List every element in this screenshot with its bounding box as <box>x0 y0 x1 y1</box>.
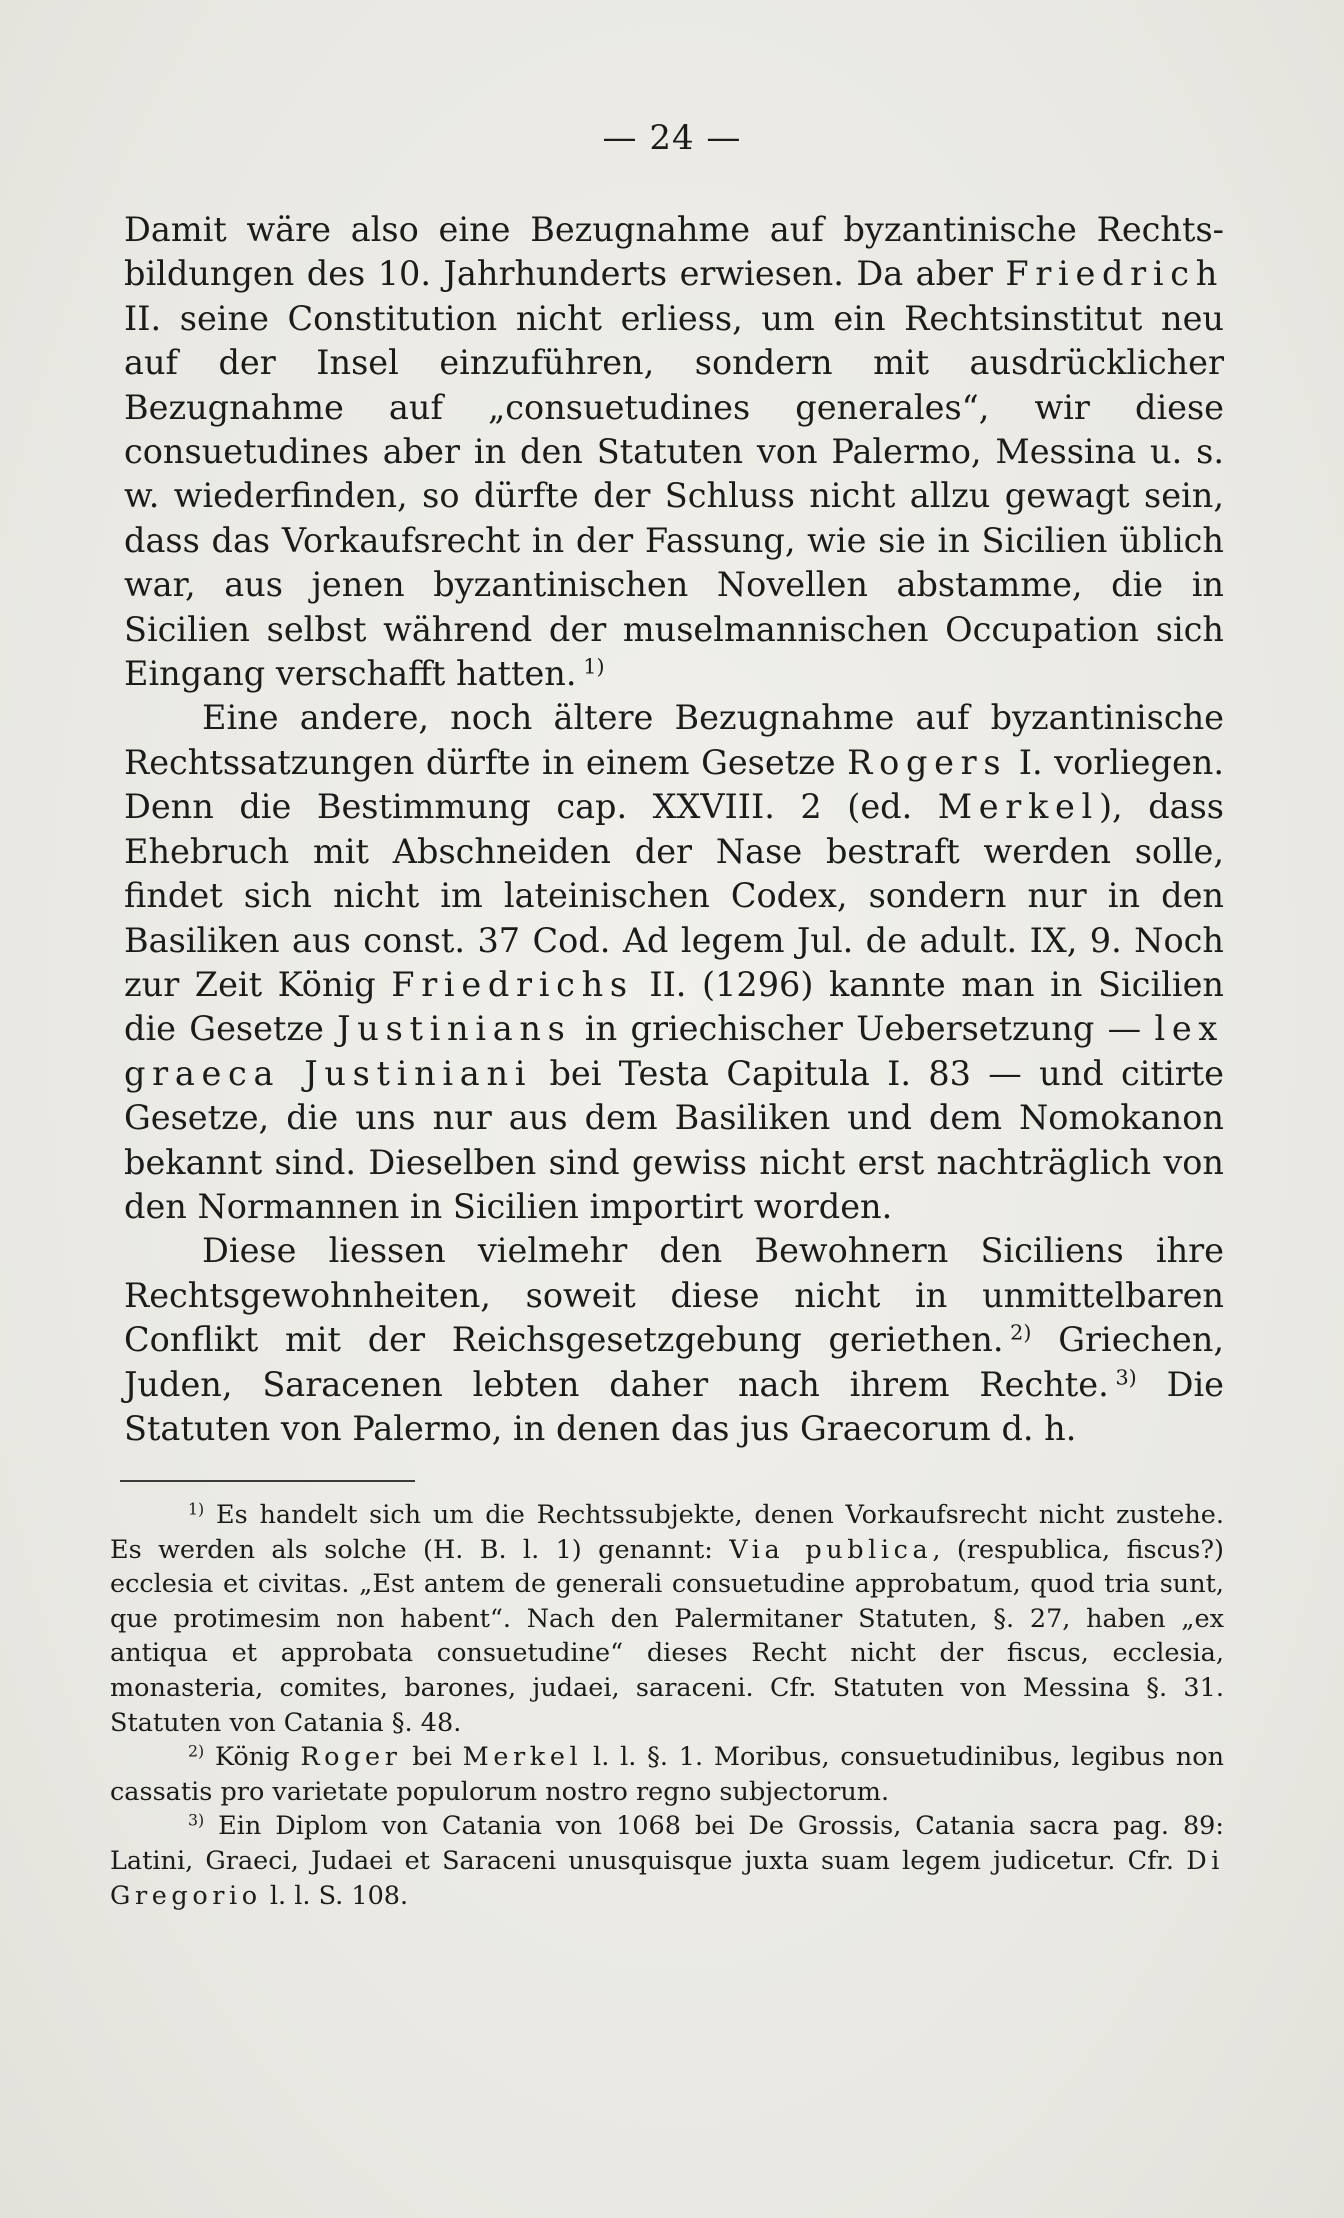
spaced-via-publica: Via publica <box>729 1534 933 1565</box>
spaced-name-friedrichs: Friedrichs <box>391 964 634 1004</box>
spaced-name-merkel: Merkel <box>462 1742 583 1773</box>
footnote-ref-2: 2) <box>1010 1320 1032 1345</box>
text-run: II. seine Constitution nicht erliess, um ein Rechtsinstitut neu auf der Insel einzuführen, sondern mit ausdrücklicher Bezugnahme auf „consuetudines generales“, wir diese consuetudines aber in den Statuten von Palermo, Messina u. s. w. wiederfinden, so dürfte der Schluss nicht allzu gewagt sein, dass das Vorkaufsrecht in der Fassung, wie sie in Sicilien üblich war, aus jenen byzantinischen Novellen abstamme, die in Sicilien selbst während der muselmannischen Occupation sich Eingang verschafft hatten. <box>124 298 1224 694</box>
paragraph-1 <box>124 208 1224 696</box>
spaced-name-merkel: Merkel <box>937 787 1099 827</box>
page-number: — 24 — <box>602 118 742 158</box>
text-run: bei <box>401 1742 463 1773</box>
text-run: II. (1296) kannte man in Sicilien die Gesetze <box>124 964 1224 1049</box>
main-text <box>124 208 1224 1451</box>
footnote-mark-2: 2) <box>188 1741 205 1761</box>
spaced-name-rogers: Rogers <box>847 742 1008 782</box>
text-run: König <box>204 1742 301 1773</box>
text-run: Damit wäre also eine Bezugnahme auf byzantinische Rechtsbildungen des 10. Jahrhunderts erwiesen. Da aber <box>124 210 1224 294</box>
paragraph-3 <box>124 1229 1224 1451</box>
text-run: in griechischer Uebersetzung — <box>571 1009 1155 1049</box>
spaced-lex-graeca: lex graeca Justiniani <box>124 1009 1224 1093</box>
footnote-mark-1: 1) <box>188 1499 205 1519</box>
paragraph-2 <box>124 696 1224 1229</box>
footnote-3 <box>110 1809 1224 1913</box>
text-run: l. l. §. 1. Moribus, consuetudinibus, legibus non cassatis pro varietate populorum nostro regno subjectorum. <box>110 1742 1224 1807</box>
text-run: , (respublica, fiscus?) ecclesia et civitas. „Est antem de generali consuetudine approbatum, quod tria sunt, que protimesim non habent“. Nach den Palermitaner Statuten, §. 27, haben „ex antiqua et approbata consuetudine“ dieses Recht nicht der fiscus, ecclesia, monasteria, comites, barones, judaei, saraceni. Cfr. Statuten von Messina §. 31. Statuten von Catania §. 48. <box>110 1534 1224 1738</box>
text-run: Diese liessen vielmehr den Bewohnern Siciliens ihre Rechtsgewohnheiten, soweit diese nicht in unmittelbaren Conflikt mit der Reichsgesetzgebung geriethen. <box>124 1231 1224 1360</box>
text-run: l. l. S. 108. <box>261 1880 409 1911</box>
text-run: I. vorliegen. Denn die Bestimmung cap. XXVIII. 2 (ed. <box>124 742 1225 827</box>
text-run: Griechen, Juden, Saracenen lebten daher nach ihrem Rechte. <box>124 1320 1224 1404</box>
footnote-ref-3: 3) <box>1115 1365 1137 1390</box>
text-run: Eine andere, noch ältere Bezugnahme auf byzantinische Rechtssatzungen dürfte in einem Gesetze <box>124 698 1224 782</box>
spaced-name-roger: Roger <box>300 1742 402 1773</box>
text-run: Die Statuten von Palermo, in denen das jus Graecorum d. h. <box>124 1364 1224 1448</box>
spaced-name-justinians: Justinians <box>337 1009 572 1049</box>
text-run: bei Testa Capitula I. 83 — und citirte Gesetze, die uns nur aus dem Basiliken und dem Nomokanon bekannt sind. Dieselben sind gewiss nicht erst nachträglich von den Normannen in Sicilien importirt worden. <box>124 1053 1225 1226</box>
footnote-1 <box>110 1498 1224 1740</box>
footnote-mark-3: 3) <box>188 1810 205 1830</box>
footnote-ref-1: 1) <box>583 654 605 679</box>
text-run: ), dass Ehebruch mit Abschneiden der Nase bestraft werden solle, findet sich nicht im lateinischen Codex, sondern nur in den Basiliken aus const. 37 Cod. Ad legem Jul. de adult. IX, 9. Noch zur Zeit König <box>124 787 1224 1004</box>
text-run: Ein Diplom von Catania von 1068 bei De Grossis, Catania sacra pag. 89: Latini, Graeci, Judaei et Saraceni unusquisque juxta suam legem judicetur. Cfr. <box>110 1811 1224 1876</box>
text-run: Es handelt sich um die Rechtssubjekte, denen Vorkaufsrecht nicht zustehe. Es werden als solche (H. B. l. 1) genannt: <box>110 1500 1224 1565</box>
spaced-name-friedrich: Friedrich <box>1005 254 1224 294</box>
spaced-name-di-gregorio: Di Gregorio <box>110 1845 1224 1911</box>
footnote-2 <box>110 1740 1224 1809</box>
footnote-divider <box>120 1480 415 1482</box>
footnotes <box>110 1498 1224 1913</box>
